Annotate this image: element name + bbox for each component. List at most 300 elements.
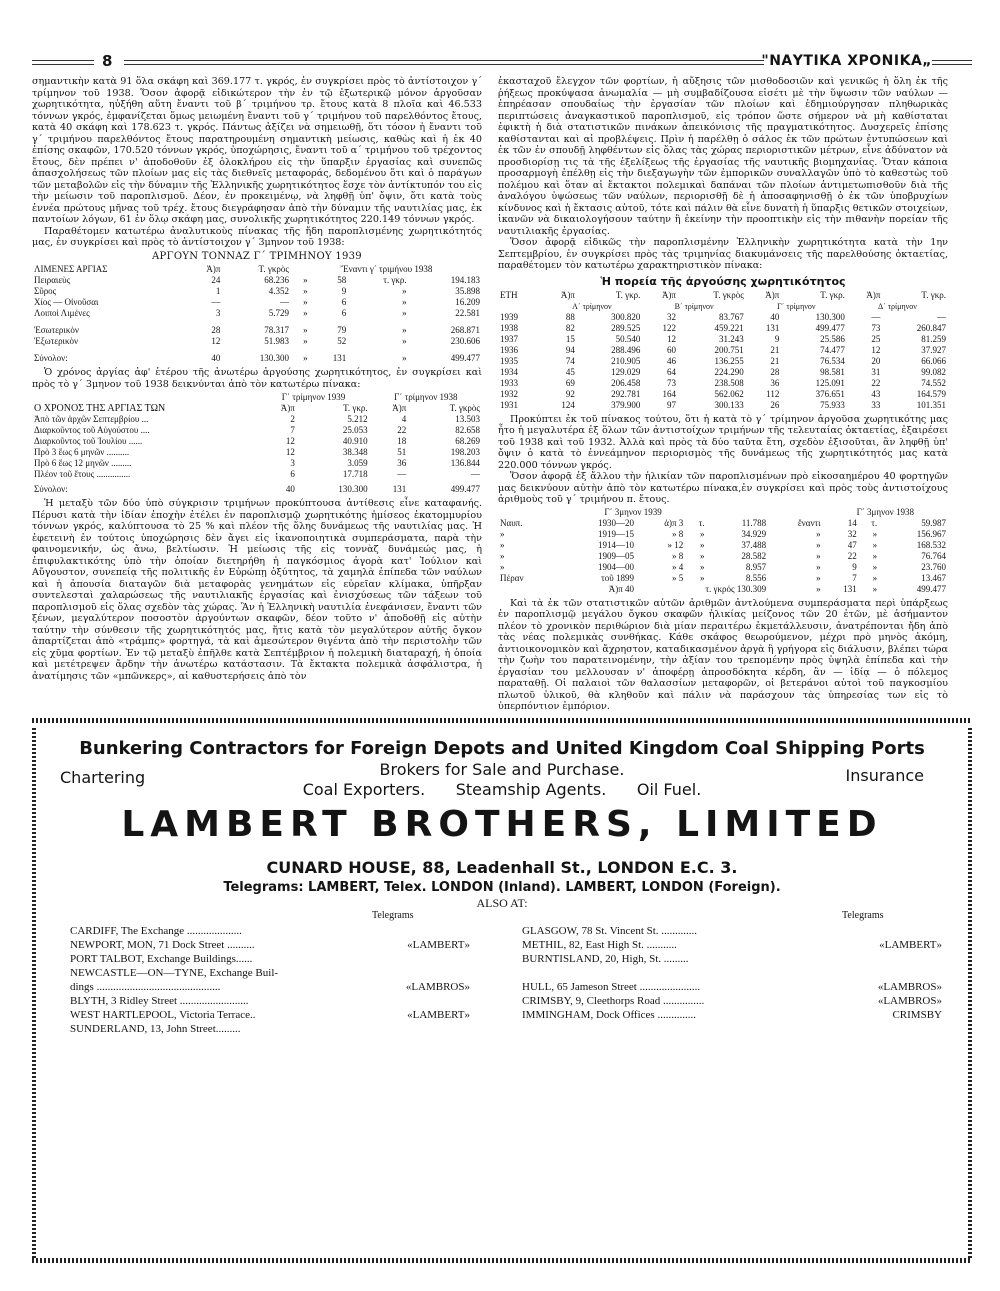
table-row	[32, 469, 482, 480]
table-cell: 1935	[500, 355, 518, 366]
right-paragraph-2: Ὅσον ἀφορᾷ εἰδικῶς τὴν παροπλισμένην Ἑλληνικὴν χωρητικότητα κατὰ τὴν 1ην Σεπτεμβρίου, ἐν συγκρίσει πρὸς τὰς τριμηνίας διακυμάνσεις τῆς παρελθούσης ὀκταετίας, παραθέτομεν τὸν κατωτέρω χαρακτηριστικὸν πίνακα:	[498, 237, 948, 271]
table-header-cell: Τ. γκρὸς	[258, 264, 289, 274]
table-cell: 12	[285, 436, 295, 446]
table-cell: 60	[666, 344, 676, 355]
table-cell: 59.987	[921, 517, 946, 528]
table-cell: 40	[211, 353, 221, 363]
table-cell: 26	[770, 399, 780, 410]
table-cell: 82	[565, 322, 575, 333]
right-paragraph-4: Ὅσον ἀφορᾷ ἐξ ἄλλου τὴν ἡλικίαν τῶν παροπλισμένων πρὸ εἰκοσαημέρου 40 φορτηγῶν μας δεικνύουν αὐτὴν ἀπὸ τὸν κατωτέρω πίνακα,ἐν συγκρίσει καὶ πρὸς τοὺς ἀντιστοίχους ἀριθμοὺς τοῦ γ΄ τριμήνου π. ἔτους.	[498, 471, 948, 505]
table-cell: 122	[662, 322, 676, 333]
ad-also-at: ALSO AT:	[476, 896, 528, 910]
table-cell: 47	[847, 539, 857, 550]
table-cell: 97	[666, 399, 676, 410]
ad-branch-row	[522, 952, 942, 966]
table-cell: 6	[341, 297, 347, 307]
table-cell: 74.477	[820, 344, 845, 355]
table-cell: Ἐσωτερικὸν	[34, 325, 79, 335]
table-cell: 12	[211, 336, 221, 346]
table-cell: 21	[770, 355, 780, 366]
ad-branch-name: PORT TALBOT, Exchange Buildings......	[70, 953, 253, 965]
table-row	[498, 356, 948, 367]
table-cell: 21	[770, 344, 780, 355]
table-row	[32, 325, 482, 336]
table-cell: Χίος — Οἰνοῦσαι	[34, 297, 99, 307]
table-cell: 9	[341, 286, 347, 296]
table-cell: 6	[290, 469, 295, 479]
table-subheader-cell: Γ΄ τρίμηνον 1939	[281, 392, 346, 402]
table-cell: 40.910	[342, 436, 368, 446]
ad-branch-telegram-code: CRIMSBY	[892, 1009, 942, 1021]
table-cell: Λοιποὶ Λιμένες	[34, 308, 90, 318]
table-cell: 210.905	[611, 355, 641, 366]
table-row	[32, 484, 482, 495]
table-cell: 50.540	[615, 333, 641, 344]
table-cell: 37.927	[921, 344, 946, 355]
table-cell: 164	[662, 388, 676, 399]
table-trend-caption: Ἡ πορεία τῆς ἀργούσης χωρητικότητος	[600, 274, 846, 288]
ad-branch-row	[70, 924, 470, 938]
table-cell: 230.606	[450, 336, 480, 346]
table-cell: »	[402, 353, 407, 363]
table-cell: ἀ)π 3	[664, 517, 684, 528]
table-cell: 289.525	[611, 322, 641, 333]
table-cell: »	[500, 539, 505, 550]
table-cell: »	[699, 539, 705, 550]
table-cell: 22.581	[455, 308, 480, 318]
table-cell: »	[402, 308, 407, 318]
ad-branch-row	[70, 966, 470, 980]
table-cell: Πειραιεὺς	[34, 275, 71, 285]
table-cell: ἔναντι	[797, 517, 821, 528]
table-age	[498, 507, 948, 595]
table-cell: 34.929	[741, 528, 767, 539]
table-cell: 64	[666, 366, 676, 377]
header-rule-left	[32, 60, 94, 65]
table-cell: 459.221	[714, 322, 744, 333]
table-cell: 136.255	[714, 355, 744, 366]
table-cell: »	[816, 528, 821, 539]
left-column	[32, 76, 482, 682]
ad-branch-row	[522, 924, 942, 938]
table-cell: » 8	[672, 550, 684, 561]
ad-border-bottom	[32, 1258, 972, 1263]
table-cell: 25.053	[342, 425, 368, 435]
ad-branch-name: SUNDERLAND, 13, John Street.........	[70, 1023, 241, 1035]
table-cell: »	[402, 286, 407, 296]
table-cell: 130.300	[338, 484, 368, 494]
table-header-row	[498, 290, 948, 301]
table-cell: 36	[770, 377, 780, 388]
table-cell: 1932	[500, 388, 518, 399]
table-cell: 224.290	[714, 366, 744, 377]
table-cell: »	[303, 275, 308, 285]
table-cell: 13.503	[455, 414, 480, 424]
table-row	[32, 425, 482, 436]
table-cell: »	[872, 528, 878, 539]
table-subheader-row	[498, 301, 948, 312]
table-cell: 35.898	[455, 286, 480, 296]
ad-insurance: Insurance	[845, 766, 924, 785]
table-cell: 8.556	[745, 572, 767, 583]
table-header-cell: Τ. γκρ.	[343, 403, 368, 413]
table-cell: 129.029	[611, 366, 641, 377]
table-header-cell: Τ. γκρ.	[921, 289, 946, 300]
table-cell: 92	[565, 388, 575, 399]
table-cell: 31	[871, 366, 881, 377]
table-cell: 24	[211, 275, 221, 285]
table-trend	[498, 290, 948, 411]
table-row	[498, 551, 948, 562]
table-cell: »	[699, 572, 705, 583]
table-row	[498, 312, 948, 323]
table-cell: » 4	[672, 561, 684, 572]
ad-company-name: LAMBERT BROTHERS, LIMITED	[121, 804, 883, 845]
table-row	[498, 367, 948, 378]
table-cell: 379.900	[611, 399, 641, 410]
table-cell: 12	[666, 333, 676, 344]
table-cell: Σῦρος	[34, 286, 57, 296]
table-cell: 1914—10	[598, 539, 634, 550]
table-cell: τ. γκρός 130.309	[705, 583, 767, 594]
ad-branch-row	[522, 1008, 942, 1022]
table-header-cell: Ἀ)π	[392, 403, 407, 413]
table-row	[498, 540, 948, 551]
table-cell: Πρὸ 3 ἕως 6 μηνῶν ..........	[34, 447, 130, 457]
ad-telegrams-label-left: Telegrams	[372, 910, 414, 921]
ad-branch-telegram-code: «LAMBROS»	[877, 981, 942, 993]
table-cell: 76.764	[921, 550, 946, 561]
table-cell: 32	[666, 311, 676, 322]
ad-branch-row	[70, 952, 470, 966]
table-cell: »	[303, 297, 308, 307]
ad-branch-name: METHIL, 82, East High St. ...........	[522, 939, 677, 951]
ad-branch-name: BLYTH, 3 Ridley Street .........................	[70, 995, 249, 1007]
ad-branch-telegram-code: «LAMBROS»	[877, 995, 942, 1007]
right-paragraph-3: Προκύπτει ἐκ τοῦ πίνακος τούτου, ὅτι ἡ κατὰ τὸ γ΄ τρίμηνον ἀργοῦσα χωρητικότης μας ἦτο ἡ μεγαλυτέρα ἐξ ὅλων τῶν ἀντιστοίχων τριμήνων τῆς τελευταίας ὀκταετίας, ἐξαιρέσει τοῦ 1938 καὶ τοῦ 1932. Ἀλλὰ καὶ πρὸς τὰ δύο ταῦτα ἔτη, σχεδὸν ἐξισοῦται, ἂν ληφθῇ ὑπ' ὄψιν ὁ κατὰ τὸ ἐννεάμηνον περιορισμὸς τῆς δυνάμεως τῆς χωρητικότητός μας κατὰ 220.000 τόννων γκρός.	[498, 413, 948, 471]
table-cell: »	[872, 572, 878, 583]
table-cell: 130.300	[815, 311, 845, 322]
ad-branch-row	[522, 966, 942, 980]
table-cell: 40	[770, 311, 780, 322]
table-cell: 51.983	[264, 336, 289, 346]
ad-branches-left	[70, 924, 470, 1036]
ad-branch-telegram-code: «LAMBERT»	[407, 1009, 470, 1021]
table-cell: 73	[666, 377, 676, 388]
table-cell: 13.467	[921, 572, 946, 583]
table-cell: 499.477	[450, 353, 480, 363]
table-cell: 156.967	[916, 528, 946, 539]
table-cell: 2	[290, 414, 295, 424]
table-cell: 18	[397, 436, 407, 446]
table-cell: 74	[565, 355, 575, 366]
table-row	[498, 378, 948, 389]
table-row	[32, 275, 482, 286]
ad-branch-name: GLASGOW, 78 St. Vincent St. .............	[522, 925, 698, 937]
table-cell: τοῦ 1899	[601, 572, 634, 583]
table-cell: 1936	[500, 344, 518, 355]
header-rule-middle	[124, 60, 764, 65]
table-cell: 499.477	[815, 322, 845, 333]
table-cell: 300.133	[714, 399, 744, 410]
table-row	[32, 458, 482, 469]
ad-branch-row	[70, 1022, 470, 1036]
table-cell: 1937	[500, 333, 518, 344]
table-cell: 66.066	[921, 355, 946, 366]
ad-border-top	[32, 718, 972, 723]
ad-line-1: Bunkering Contractors for Foreign Depots and United Kingdom Coal Shipping Ports	[79, 738, 925, 759]
table-cell: 28	[211, 325, 221, 335]
table-cell: »	[303, 325, 308, 335]
table-cell: 88	[565, 311, 575, 322]
table-cell: »	[699, 561, 705, 572]
table-cell: —	[279, 297, 289, 307]
table-cell: »	[872, 583, 878, 594]
right-paragraph-5: Καὶ τὰ ἐκ τῶν στατιστικῶν αὐτῶν ἀριθμῶν ἀντλούμενα συμπεράσματα περὶ ὑπάρξεως ἐν παροπλισμῷ μεγάλου ὄγκου σκαφῶν ἡλικίας μείζονος τῶν 20 ἐτῶν, μὲ ἀσήμαντον πλέον τὸ χρονικὸν περιθώριον διὰ μίαν περαιτέρω ἐκμετάλλευσιν, ἀνατρέπονται ἤδη ἀπὸ τὰς νέας πολεμικὰς συνθήκας. Κάθε σκάφος θεωρούμενον, μέχρι πρὸ μηνὸς ἀκόμη, ἀντιοικονομικὸν καὶ ἄχρηστον, καταδικασμένον ἀργὰ ἢ γρήγορα εἰς διάλυσιν, βλέπει τώρα τὴν ζωὴν του παρατεινομένην, τὴν ἀξίαν του τρεπομένην πρὸς ὑψηλὰ ἐπίπεδα καὶ τὴν ἐργασίαν του μελλουσαν ν' ἀποφέρῃ ἀπροσδόκητα κέρδη, ἂν — ἰδίᾳ — ὁ πόλεμος παραταθῇ. Οἱ παλαιοὶ τῶν θαλασσίων μεταφορῶν, οἱ βετεράνοι αὐτοὶ τοῦ παγκοσμίου πλωτοῦ ὑλικοῦ, θὰ κληθοῦν καὶ πάλιν νὰ παράσχουν τὰς ὑπηρεσίας των εἰς τὸ ὑπερπόντιον ἐμπόριον.	[498, 597, 948, 712]
table-header-cell: Τ. γκρὸς	[713, 289, 744, 300]
table-cell: 52	[337, 336, 347, 346]
ad-branch-name: HULL, 65 Jameson Street ......................	[522, 981, 701, 993]
ad-branch-name: NEWCASTLE—ON—TYNE, Exchange Buil-	[70, 967, 279, 979]
ad-branch-name: dings .............................................	[70, 981, 221, 993]
table-cell: 1	[215, 286, 221, 296]
table-cell: »	[303, 308, 308, 318]
ad-branch-row	[522, 980, 942, 994]
ad-line-2: Brokers for Sale and Purchase.	[379, 760, 625, 779]
advertisement	[32, 718, 972, 1263]
table-cell: 73	[871, 322, 881, 333]
table-row	[32, 308, 482, 319]
table-cell: »	[872, 539, 878, 550]
table-row	[32, 414, 482, 425]
table-cell: 6	[341, 308, 347, 318]
table-cell: 37.488	[741, 539, 767, 550]
table-cell: 562.062	[714, 388, 744, 399]
table-cell: »	[402, 336, 407, 346]
table-row	[498, 345, 948, 356]
table-header-cell: Τ. γκρὸς	[449, 403, 480, 413]
table-cell: 14	[847, 517, 857, 528]
table-subheader-row	[32, 392, 482, 403]
table-cell: 1904—00	[598, 561, 634, 572]
page-header	[32, 52, 972, 74]
table-header-cell: ΕΤΗ	[500, 289, 518, 300]
ad-telegrams-label-right: Telegrams	[842, 910, 884, 921]
table-cell: 16.209	[455, 297, 480, 307]
table-cell: 101.351	[916, 399, 946, 410]
table-cell: 3.059	[347, 458, 368, 468]
left-paragraph-2: Παραθέτομεν κατωτέρω ἀναλυτικοὺς πίνακας τῆς ἤδη παροπλισμένης χωρητικότητός μας, ἐν συγκρίσει καὶ πρὸς τὸ ἀντίστοιχον γ΄ 3μηνον τοῦ 1938:	[32, 225, 482, 248]
table-cell: 83.767	[719, 311, 744, 322]
table-cell: 11.788	[741, 517, 767, 528]
table-cell: Διαρκοῦντος τοῦ Ἰουλίου ......	[34, 436, 143, 446]
ad-line-3: Coal Exporters. Steamship Agents. Oil Fuel.	[302, 780, 702, 799]
table-subheader-cell: Δ΄ τρίμηνον	[877, 301, 917, 311]
table-cell: 7	[290, 425, 295, 435]
table-cell: 5.212	[347, 414, 368, 424]
table-cell: 1930—20	[598, 517, 634, 528]
ad-branch-row	[522, 994, 942, 1008]
table-cell: 82.658	[455, 425, 480, 435]
table-header-cell: Ἀ)π	[765, 289, 780, 300]
ad-branch-name: CARDIFF, The Exchange ....................	[70, 925, 242, 937]
table-cell: Σύνολον:	[34, 484, 68, 494]
table-row	[498, 518, 948, 529]
table-cell: 8.957	[745, 561, 767, 572]
table-cell: 40	[285, 484, 295, 494]
table-cell: Πρὸ 6 ἕως 12 μηνῶν .........	[34, 458, 132, 468]
table-row	[498, 389, 948, 400]
table-cell: —	[471, 469, 480, 479]
table-cell: 15	[565, 333, 575, 344]
ad-branch-name: WEST HARTLEPOOL, Victoria Terrace..	[70, 1009, 256, 1021]
table-cell: 1931	[500, 399, 518, 410]
table-cell: Πέραν	[500, 572, 524, 583]
table-header-row	[32, 264, 482, 275]
table-cell: 68.236	[264, 275, 289, 285]
ad-telegrams: Telegrams: LAMBERT, Telex. LONDON (Inland). LAMBERT, LONDON (Foreign).	[223, 880, 781, 895]
table-cell: 38.348	[342, 447, 368, 457]
table-cell: 43	[871, 388, 881, 399]
table-row	[498, 323, 948, 334]
table-cell: 74.552	[921, 377, 946, 388]
table-cell: 238.508	[714, 377, 744, 388]
table-row	[32, 436, 482, 447]
publication-title: "ΝΑΥΤΙΚΑ ΧΡΟΝΙΚΑ„	[761, 53, 932, 69]
ad-address: CUNARD HOUSE, 88, Leadenhall St., LONDON E.C. 3.	[266, 858, 738, 877]
table-cell: 376.651	[815, 388, 845, 399]
ad-chartering: Chartering	[60, 768, 146, 787]
right-column	[498, 76, 948, 713]
table-cell: »	[872, 550, 878, 561]
table-cell: 194.183	[450, 275, 480, 285]
table-cell: 1919—15	[598, 528, 634, 539]
table-cell: Διαρκοῦντος τοῦ Αὐγούστου ....	[34, 425, 150, 435]
table-cell: 125.091	[815, 377, 845, 388]
table-cell: Ἐξωτερικὸν	[34, 336, 79, 346]
table-cell: 1939	[500, 311, 518, 322]
table-cell: 268.871	[450, 325, 480, 335]
table-cell: »	[699, 550, 705, 561]
table-cell: 499.477	[450, 484, 480, 494]
table-subheader-cell: Γ΄ 3μηνον 1938	[856, 506, 914, 517]
table-cell: 78.317	[264, 325, 289, 335]
table-cell: —	[397, 469, 407, 479]
table-cell: 9	[852, 561, 857, 572]
table-cell: 136.844	[450, 458, 480, 468]
table-row	[498, 562, 948, 573]
table-cell: 1938	[500, 322, 518, 333]
ad-branch-telegram-code: «LAMBERT»	[407, 939, 470, 951]
left-paragraph-3: Ὁ χρόνος ἀργίας ἀφ' ἑτέρου τῆς ἀνωτέρω ἀργούσης χωρητικότητος, ἐν συγκρίσει καὶ πρὸς τὸ γ΄ 3μηνον τοῦ 1938 δεικνύνται ἀπὸ τὸν κατωτέρω πίνακα:	[32, 367, 482, 390]
table-cell: » 8	[672, 528, 684, 539]
table-subheader-cell: Β΄ τρίμηνον	[674, 301, 714, 311]
table-cell: 130.300	[259, 353, 289, 363]
table-cell: 1909—05	[598, 550, 634, 561]
table-cell: 81.259	[921, 333, 946, 344]
table-cell: »	[816, 572, 821, 583]
table-cell: »	[500, 561, 505, 572]
table-cell: »	[303, 336, 308, 346]
table-cell: 22	[871, 377, 881, 388]
table-row	[32, 353, 482, 364]
table-subheader-cell: Α΄ τρίμηνον	[572, 301, 612, 311]
table-idle-ports-caption: ΑΡΓΟΥΝ ΤΟΝΝΑΖ Γ΄ ΤΡΙΜΗΝΟΥ 1939	[152, 250, 362, 262]
table-subheader-cell: Γ΄ τρίμηνον	[777, 301, 816, 311]
table-row	[32, 286, 482, 297]
table-cell: 4	[401, 414, 407, 424]
table-cell: 1934	[500, 366, 518, 377]
table-cell: 124	[561, 399, 575, 410]
table-cell: 292.781	[611, 388, 641, 399]
table-cell: —	[211, 297, 221, 307]
table-cell: »	[500, 550, 505, 561]
table-cell: 31.243	[719, 333, 744, 344]
table-cell: »	[402, 297, 407, 307]
table-cell: 131	[843, 583, 857, 594]
ad-branch-telegram-code: «LAMBERT»	[879, 939, 942, 951]
table-cell: 22	[847, 550, 857, 561]
table-cell: 1933	[500, 377, 518, 388]
table-cell: 28.582	[741, 550, 767, 561]
table-cell: 499.477	[916, 583, 946, 594]
table-cell: 200.751	[714, 344, 744, 355]
table-cell: 22	[397, 425, 407, 435]
table-total-row	[498, 584, 948, 595]
table-cell: »	[816, 550, 821, 561]
ad-branch-row	[70, 994, 470, 1008]
table-cell: 112	[766, 388, 780, 399]
table-cell: 12	[285, 447, 295, 457]
table-cell: 46	[666, 355, 676, 366]
table-idle-duration	[32, 392, 482, 495]
ad-branch-row	[70, 1008, 470, 1022]
table-cell: 68.269	[455, 436, 480, 446]
table-cell: Ἀπὸ τῶν ἀρχῶν Σεπτεμβρίου ...	[34, 414, 149, 424]
table-cell: 25.586	[820, 333, 845, 344]
ad-branch-name: CRIMSBY, 9, Cleethorps Road ...............	[522, 995, 705, 1007]
table-cell: 98.581	[820, 366, 845, 377]
table-row	[32, 447, 482, 458]
table-row	[498, 529, 948, 540]
table-header-cell: Τ. γκρ.	[615, 289, 641, 300]
table-cell: 25	[871, 333, 881, 344]
left-paragraph-4: Ἡ μεταξὺ τῶν δύο ὑπὸ σύγκρισιν τριμήνων προκύπτουσα ἀντίθεσις εἶνε καταφανής. Πέρυσι κατὰ τὴν ἰδίαν ἐποχὴν ἐτέλει ἐν παροπλισμῷ χωρητικότης ἡμίσεος ἑκατομμυρίου τόννων γκρός, καλύπτουσα τὸ 25 % καὶ πλέον τῆς ὅλης δυνάμεως τῆς ναυτιλίας μας. Ἡ ἐφετεινὴ ἐν τούτοις ὑποχώρησις δὲν ἄγει εἰς ἱκανοποιητικὰ συμπεράσματα, παρὰ τὴν φαινομενικήν, ὡς ἄνω, βελτίωσιν. Ἡ μείωσις τῆς εἰς τοννὰζ δυνάμεώς μας, ἡ ἐπιφυλακτικότης ὑπὸ τὴν ὁποίαν διετηρήθη ἡ παγκόσμιος ἀγορὰ κατ' Ἰούλιον καὶ Αὔγουστον, συνεπείᾳ τῆς πολιτικῆς ἐν Εὐρώπῃ ὀξύτητος, τὰ χαμηλὰ ἐπίπεδα τῶν ναύλων καὶ ἡ ἀπουσία διαταγῶν διὰ μεταφορὰς γενημάτων εἰς εὐρεῖαν κλίμακα, ὑπῆρξαν συντελεσταὶ χαλαρώσεως τῆς ναυτιλιακῆς ἐργασίας καὶ ἐνισχύσεως τῶν τάξεων τοῦ παροπλισμοῦ εἰς ὅλας σχεδὸν τὰς χώρας. Ἂν ἡ Ἑλληνικὴ ναυτιλία ἐνεφάνισεν, ἔναντι τῶν ξένων, μεγαλύτερον ποσοστὸν ἀργούντων σκαφῶν, δέον τοῦτο ν' ἀποδοθῇ εἰς αὐτὴν ταύτην τὴν σύνθεσιν τῆς χωρητικότητός μας, ἥτις κατὰ τὸν μεγαλύτερον αὐτῆς ὄγκον ἀπαρτίζεται ἀπὸ «τράμπς» φορτηγά, τὰ καὶ ἀμεσώτερον θιγέντα ἀπὸ τὴν περιστολὴν τῶν εἰς χῦμα φορτίων. Ἐν τῷ μεταξὺ ἐπῆλθε κατὰ Σεπτέμβριον ἡ πολεμικὴ διαταραχή, ἡ ὁποία καὶ μετέτρεψεν ἄρδην τὴν ἀνωτέρω κατάστασιν. Τὰ ἔκτακτα πολεμικὰ ἀσφάλιστρα, ἡ ἀνατίμησις τῶν «μπῶνκερς», αἱ καθυστερήσεις ἀπὸ τὸν	[32, 498, 482, 682]
table-header-cell: Ἀ)π	[866, 289, 881, 300]
left-paragraph-1: σημαντικὴν κατὰ 91 ὅλα σκάφη καὶ 369.177 τ. γκρός, ἐν συγκρίσει πρὸς τὸ ἀντίστοιχον γ΄ τρίμηνον τοῦ 1938. Ὅσον ἀφορᾷ εἰδικώτερον τὴν ἐν τῷ ἐξωτερικῷ μόνον ἀργοῦσαν χωρητικότητα, ηὐξήθη αὕτη ἔναντι τοῦ β΄ τριμήνου τρ. ἔτους κατὰ 8 πλοῖα καὶ 46.533 τόννων γκρός, ἐμφανίζεται ὅμως μειωμένη ἔναντι τοῦ γ΄ τριμήνου τοῦ παρελθόντος ἔτους, κατὰ 40 σκάφη καὶ 178.623 τ. γκρός. Πάντως ἀξίζει νὰ σημειωθῇ, ὅτι τόσον ἡ ἔναντι τοῦ γ΄ τριμήνου παρελθόντος ἔτους παρατηρουμένη σημαντικὴ μείωσις, καθὼς καὶ ἡ ἐκ 40 ἐπίσης σκαφῶν, 170.520 τόννων γκρός, ὑποχώρησις, ἔναντι τοῦ α΄ τριμήνου τοῦ τρέχοντος ἔτους, δὲν πρέπει ν' ἀποδοθοῦν ἐξ ὁλοκλήρου εἰς τὴν ὕπαρξιν ἐργασίας καὶ συνεπῶς ἀπασχολήσεως τῶν πλοίων μας εἰς τὰς διεθνεῖς μεταφοράς, δεδομένου ὅτι καὶ ὁ παράγων τῶν μεταβολῶν εἰς τὴν δύναμιν τῆς Ἑλληνικῆς χωρητικότητος ἔσχε τὸν ἀντίκτυπόν του εἰς τὴν μείωσιν τοῦ παροπλισμοῦ. Δέον, ἐν προκειμένῳ, νὰ ληφθῇ ὑπ' ὄψιν, ὅτι κατὰ τοὺς ἐννέα πρώτους μῆνας τοῦ τρέχ. ἔτους διεγράφησαν ἀπὸ τὴν δύναμιν τῆς ναυτιλίας μας, ἐκ παντοίων λόγων, 61 ἐν ὅλῳ σκάφη μας, συνολικῆς χωρητικότητος 220.149 τόννων γκρός.	[32, 76, 482, 225]
table-cell: τ.	[698, 517, 705, 528]
table-cell: 3	[215, 308, 221, 318]
table-header-cell: ΛΙΜΕΝΕΣ ΑΡΓΙΑΣ	[34, 264, 108, 274]
table-row	[498, 573, 948, 584]
table-cell: 131	[332, 353, 347, 363]
table-cell: »	[872, 561, 878, 572]
table-header-cell: Ο ΧΡΟΝΟΣ ΤΗΣ ΑΡΓΙΑΣ ΤΩΝ	[34, 403, 166, 414]
ad-branch-row	[70, 938, 470, 952]
ad-branch-name: BURNTISLAND, 20, High, St. .........	[522, 953, 689, 965]
table-cell: »	[816, 561, 821, 572]
table-cell: 28	[770, 366, 780, 377]
table-row	[498, 400, 948, 411]
table-header-cell: Ἀ)π	[661, 289, 676, 300]
table-cell: »	[402, 325, 407, 335]
table-cell: 5.729	[268, 308, 289, 318]
table-cell: »	[500, 528, 505, 539]
header-rule-right	[932, 60, 972, 65]
ad-branch-name: NEWPORT, MON, 71 Dock Street ..........	[70, 939, 255, 951]
ad-branch-telegram-code: «LAMBROS»	[405, 981, 470, 993]
table-cell: 300.820	[611, 311, 641, 322]
